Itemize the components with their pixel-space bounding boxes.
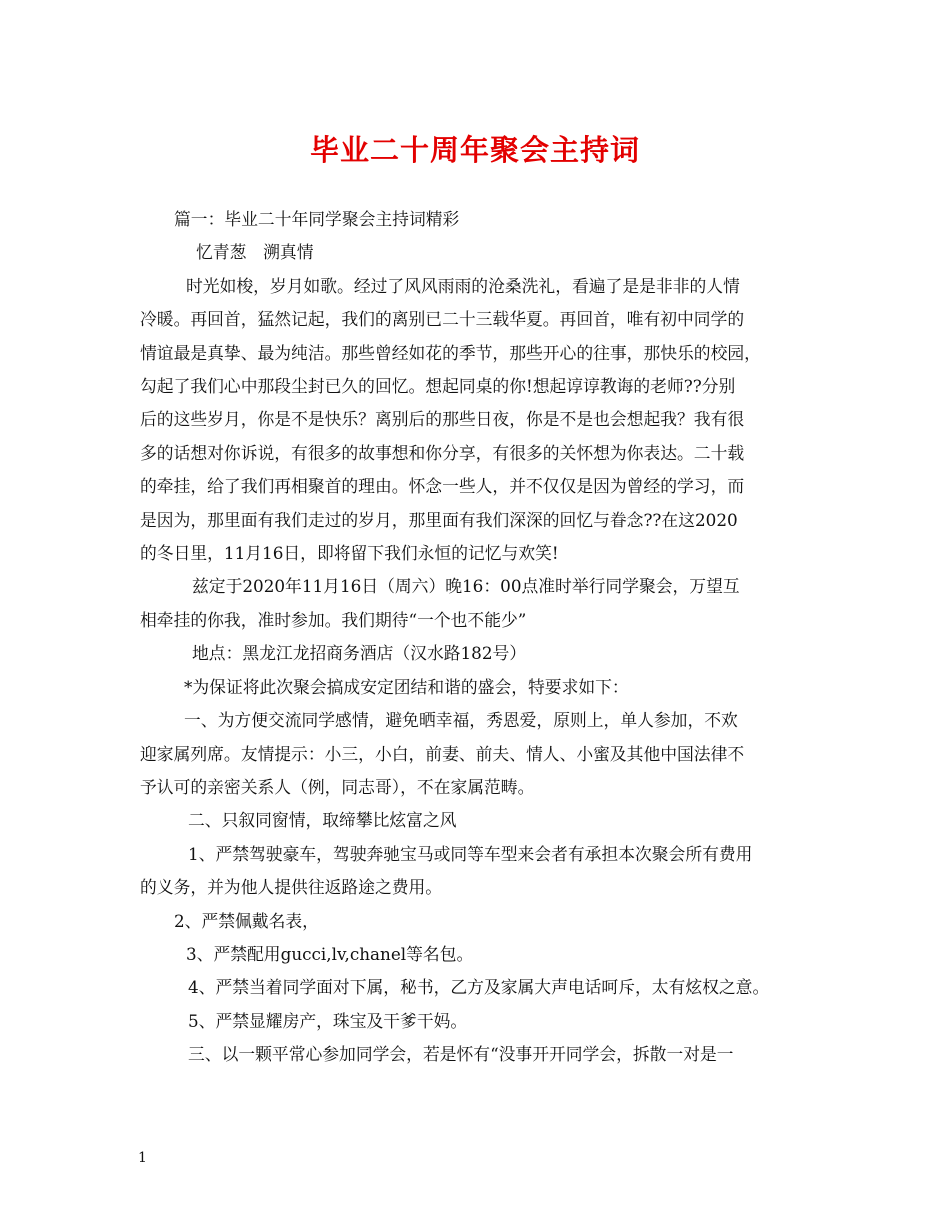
paragraph-line: 忆青葱 溯真情 <box>196 242 314 263</box>
paragraph-line: 一、为方便交流同学感情，避免晒幸福，秀恩爱，原则上，单人参加，不欢 <box>184 710 738 731</box>
paragraph-line: 1、严禁驾驶豪车，驾驶奔驰宝马或同等车型来会者有承担本次聚会所有费用 <box>188 843 753 864</box>
paragraph-line: 二、只叙同窗情，取缔攀比炫富之风 <box>188 810 457 831</box>
paragraph-line: 时光如梭，岁月如歌。经过了风风雨雨的沧桑洗礼，看遍了是是非非的人情 <box>186 275 740 296</box>
paragraph-line: 5、严禁显耀房产，珠宝及干爹干妈。 <box>188 1010 468 1031</box>
paragraph-line: 勾起了我们心中那段尘封已久的回忆。想起同桌的你!想起谆谆教诲的老师??分别 <box>140 376 736 397</box>
paragraph-line: 的冬日里，11月16日，即将留下我们永恒的记忆与欢笑! <box>140 543 559 564</box>
document-body <box>140 203 820 1072</box>
paragraph-line: 的义务，并为他人提供往返路途之费用。 <box>140 877 443 898</box>
paragraph-line: 相牵挂的你我，准时参加。我们期待“一个也不能少” <box>140 609 527 630</box>
paragraph-line: 是因为，那里面有我们走过的岁月，那里面有我们深深的回忆与眷念??在这2020 <box>140 509 738 530</box>
paragraph-line: 迎家属列席。友情提示：小三，小白，前妻、前夫、情人、小蜜及其他中国法律不 <box>140 743 745 764</box>
paragraph-line: 2、严禁佩戴名表， <box>174 910 319 931</box>
page-number: 1 <box>138 1150 147 1166</box>
paragraph-line: 3、严禁配用gucci,lv,chanel等名包。 <box>186 943 474 964</box>
paragraph-line: 的牵挂，给了我们再相聚首的理由。怀念一些人，并不仅仅是因为曾经的学习，而 <box>140 476 745 497</box>
paragraph-line: 篇一：毕业二十年同学聚会主持词精彩 <box>174 209 460 229</box>
paragraph-line: 兹定于2020年11月16日（周六）晚16：00点准时举行同学聚会，万望互 <box>192 576 740 597</box>
paragraph-line: 冷暖。再回首，猛然记起，我们的离别已二十三载华夏。再回首，唯有初中同学的 <box>140 309 745 330</box>
paragraph-line: 多的话想对你诉说，有很多的故事想和你分享，有很多的关怀想为你表达。二十载 <box>140 442 745 463</box>
paragraph-line: 三、以一颗平常心参加同学会，若是怀有“没事开开同学会，拆散一对是一 <box>188 1044 734 1065</box>
document-title: 毕业二十周年聚会主持词 <box>309 133 640 167</box>
paragraph-line: 予认可的亲密关系人（例，同志哥），不在家属范畴。 <box>140 776 535 797</box>
paragraph-line: 后的这些岁月，你是不是快乐？离别后的那些日夜，你是不是也会想起我？我有很 <box>140 409 745 430</box>
paragraph-line: 地点：黑龙江龙招商务酒店（汉水路182号） <box>192 643 527 664</box>
paragraph-line: *为保证将此次聚会搞成安定团结和谐的盛会，特要求如下： <box>184 676 629 697</box>
paragraph-line: 4、严禁当着同学面对下属，秘书，乙方及家属大声电话呵斥，太有炫权之意。 <box>188 977 770 998</box>
paragraph-line: 情谊最是真挚、最为纯洁。那些曾经如花的季节，那些开心的往事，那快乐的校园， <box>140 342 761 363</box>
